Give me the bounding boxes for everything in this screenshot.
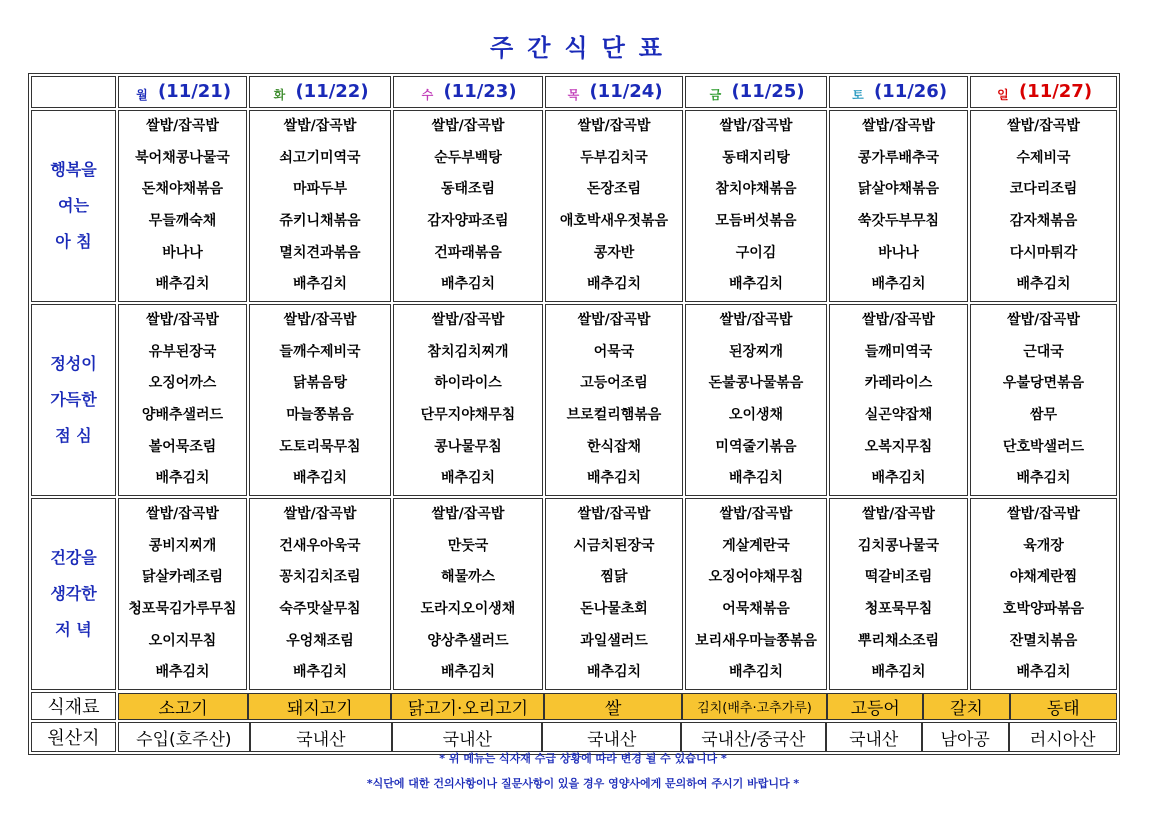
menu-cell — [545, 304, 683, 496]
dish-item: 쌀밥/잡곡밥 — [1007, 312, 1080, 329]
dish-item: 북어채콩나물국 — [135, 149, 230, 166]
dish-item: 쌀밥/잡곡밥 — [283, 312, 357, 329]
dish-item: 게살계란국 — [722, 537, 790, 554]
dish-item: 배추김치 — [155, 664, 210, 681]
dish-item: 쌀밥/잡곡밥 — [862, 506, 935, 523]
dish-item: 오징어까스 — [148, 375, 217, 392]
dish-item: 다시마튀각 — [1009, 244, 1078, 261]
dish-item: 쌀밥/잡곡밥 — [146, 312, 219, 329]
menu-cell — [249, 304, 391, 496]
dish-item: 배추김치 — [586, 470, 642, 487]
dish-item: 애호박새우젓볶음 — [559, 213, 669, 229]
dish-item: 브로컬리햄볶음 — [566, 407, 662, 423]
menu-cell — [118, 304, 247, 496]
day-label: (11/24) — [589, 81, 663, 102]
dish-item: 순두부백탕 — [434, 149, 502, 166]
dish-item: 배추김치 — [440, 276, 496, 293]
ingredient-cell: 갈치 — [923, 693, 1009, 720]
dish-item: 실곤약잡채 — [864, 407, 933, 423]
dish-item: 배추김치 — [440, 664, 496, 681]
dish-item: 쌀밥/잡곡밥 — [146, 506, 219, 523]
menu-cell — [970, 110, 1117, 302]
dish-item: 쌀밥/잡곡밥 — [577, 118, 651, 135]
dish-item: 배추김치 — [871, 470, 926, 487]
note-inquiry: *식단에 대한 건의사항이나 질문사항이 있을 경우 영양사에게 문의하여 주시기 바랍니다 * — [366, 777, 800, 790]
menu-cell — [829, 304, 968, 496]
dish-item: 모듬버섯볶음 — [715, 213, 797, 229]
menu-cell — [393, 110, 543, 302]
dish-item: 어묵채볶음 — [722, 601, 790, 617]
day-header — [249, 76, 391, 108]
dish-item: 들깨수제비국 — [279, 343, 361, 360]
dish-item: 쌈무 — [1029, 407, 1058, 423]
dish-item: 동태지리탕 — [722, 149, 790, 166]
menu-cell — [545, 498, 683, 690]
dish-item: 배추김치 — [1016, 276, 1071, 293]
dish-item: 호박양파볶음 — [1002, 601, 1085, 617]
dish-item: 건파래볶음 — [434, 244, 502, 261]
dish-item: 돈불콩나물볶음 — [708, 375, 804, 392]
dish-item: 배추김치 — [728, 276, 784, 293]
ingredient-cell: 닭고기·오리고기 — [391, 693, 544, 720]
day-label: (11/25) — [731, 81, 805, 102]
ingredient-cell: 김치(배추·고추가루) — [682, 693, 827, 720]
dish-item: 코다리조림 — [1009, 181, 1078, 198]
day-label: (11/26) — [873, 81, 948, 102]
dish-item: 도토리묵무침 — [279, 438, 361, 455]
dish-item: 볼어묵조림 — [148, 438, 217, 455]
dish-item: 참치야채볶음 — [715, 181, 797, 198]
origin-cell: 국내산 — [392, 722, 542, 752]
dish-item: 하이라이스 — [434, 375, 502, 392]
dish-item: 찜닭 — [600, 569, 628, 586]
dish-item: 오이지무침 — [148, 632, 217, 649]
dish-item: 쑥갓두부무침 — [857, 213, 940, 229]
day-icon: 화 — [273, 88, 286, 102]
dish-item: 청포묵무침 — [864, 601, 933, 617]
origin-cell: 러시아산 — [1009, 722, 1118, 752]
dish-item: 오이생채 — [728, 407, 784, 423]
dish-item: 쌀밥/잡곡밥 — [719, 118, 793, 135]
dish-item: 쥬키니채볶음 — [279, 213, 361, 229]
dish-item: 배추김치 — [292, 664, 348, 681]
dish-item: 쌀밥/잡곡밥 — [431, 312, 505, 329]
menu-cell — [393, 304, 543, 496]
dish-item: 김치콩나물국 — [857, 537, 940, 554]
dish-item: 한식잡채 — [586, 438, 642, 455]
dish-item: 꽁치김치조림 — [279, 569, 361, 586]
dish-item: 쇠고기미역국 — [279, 149, 361, 166]
day-label: (11/23) — [443, 81, 517, 102]
menu-cell — [685, 498, 827, 690]
day-icon: 수 — [421, 88, 434, 102]
dish-item: 쌀밥/잡곡밥 — [146, 118, 219, 135]
ingredients-label: 식재료 — [31, 692, 116, 720]
dish-item: 닭살야채볶음 — [857, 181, 940, 198]
dish-item: 쌀밥/잡곡밥 — [862, 118, 935, 135]
meal-label — [31, 498, 116, 690]
dish-item: 숙주맛살무침 — [279, 601, 361, 617]
day-header — [545, 76, 683, 108]
meal-label — [31, 304, 116, 496]
day-icon: 월 — [136, 88, 148, 102]
menu-cell — [829, 498, 968, 690]
menu-cell — [970, 498, 1117, 690]
dish-item: 단무지야채무침 — [420, 407, 516, 423]
day-label: (11/27) — [1018, 81, 1093, 102]
day-header — [829, 76, 968, 108]
day-icon: 토 — [852, 88, 864, 102]
ingredient-cell: 돼지고기 — [248, 693, 391, 720]
dish-item: 콩자반 — [593, 244, 635, 261]
dish-item: 건새우아욱국 — [279, 537, 361, 554]
dish-item: 뿌리채소조림 — [857, 632, 940, 649]
origin-cell: 국내산/중국산 — [681, 722, 826, 752]
dish-item: 구이김 — [735, 244, 777, 261]
dish-item: 우엉채조림 — [286, 632, 354, 649]
origin-cell: 국내산 — [542, 722, 681, 752]
ingredient-cell: 소고기 — [118, 693, 248, 720]
dish-item: 고등어조림 — [580, 375, 648, 392]
meal-label-line: 아 침 — [55, 232, 92, 251]
day-header — [685, 76, 827, 108]
corner-cell — [31, 76, 116, 108]
dish-item: 과일샐러드 — [580, 632, 648, 649]
dish-item: 동태조림 — [440, 181, 496, 198]
dish-item: 콩나물무침 — [434, 438, 502, 455]
menu-cell — [249, 498, 391, 690]
dish-item: 바나나 — [162, 244, 203, 261]
meal-label — [31, 110, 116, 302]
dish-item: 멸치견과볶음 — [279, 244, 361, 261]
dish-item: 무들깨숙채 — [148, 213, 217, 229]
dish-item: 해물까스 — [440, 569, 496, 586]
dish-item: 배추김치 — [1016, 664, 1071, 681]
menu-cell — [118, 110, 247, 302]
dish-item: 육개장 — [1023, 537, 1064, 554]
dish-item: 배추김치 — [586, 664, 642, 681]
menu-cell — [685, 304, 827, 496]
dish-item: 배추김치 — [586, 276, 642, 293]
dish-item: 감자양파조림 — [427, 213, 509, 229]
meal-label-line: 생각한 — [50, 584, 97, 603]
origin-label: 원산지 — [31, 722, 116, 752]
dish-item: 돈장조림 — [586, 181, 642, 198]
dish-item: 쌀밥/잡곡밥 — [1007, 118, 1080, 135]
dish-item: 단호박샐러드 — [1002, 438, 1085, 455]
dish-item: 잔멸치볶음 — [1009, 632, 1078, 649]
day-header — [393, 76, 543, 108]
dish-item: 배추김치 — [440, 470, 496, 487]
dish-item: 오복지무침 — [864, 438, 933, 455]
day-header — [970, 76, 1117, 108]
origin-cell: 국내산 — [826, 722, 922, 752]
dish-item: 근대국 — [1023, 343, 1064, 360]
dish-item: 양상추샐러드 — [427, 632, 509, 649]
dish-item: 돈채야채볶음 — [141, 181, 224, 198]
day-label: (11/21) — [157, 81, 232, 102]
dish-item: 바나나 — [878, 244, 919, 261]
dish-item: 미역줄기볶음 — [715, 438, 797, 455]
dish-item: 만둣국 — [447, 537, 489, 554]
dish-item: 쌀밥/잡곡밥 — [431, 118, 505, 135]
dish-item: 배추김치 — [871, 664, 926, 681]
dish-item: 배추김치 — [728, 470, 784, 487]
dish-item: 배추김치 — [155, 470, 210, 487]
dish-item: 쌀밥/잡곡밥 — [719, 312, 793, 329]
menu-cell — [970, 304, 1117, 496]
dish-item: 배추김치 — [292, 276, 348, 293]
menu-cell — [545, 110, 683, 302]
dish-item: 수제비국 — [1016, 149, 1071, 166]
dish-item: 들깨미역국 — [864, 343, 933, 360]
dish-item: 쌀밥/잡곡밥 — [719, 506, 793, 523]
note-menu-change: * 위 메뉴는 식자재 수급 상황에 따라 변경 될 수 있습니다 * — [439, 752, 727, 765]
dish-item: 쌀밥/잡곡밥 — [577, 312, 651, 329]
day-icon: 금 — [709, 88, 722, 102]
dish-item: 배추김치 — [1016, 470, 1071, 487]
menu-cell — [829, 110, 968, 302]
dish-item: 콩비지찌개 — [148, 537, 217, 554]
dish-item: 돈나물초회 — [580, 601, 648, 617]
dish-item: 도라지오이생채 — [420, 601, 516, 617]
dish-item: 유부된장국 — [148, 343, 217, 360]
dish-item: 쌀밥/잡곡밥 — [862, 312, 935, 329]
dish-item: 콩가루배추국 — [857, 149, 940, 166]
dish-item: 참치김치찌개 — [427, 343, 509, 360]
dish-item: 보리새우마늘쫑볶음 — [695, 632, 817, 649]
origin-cell: 국내산 — [250, 722, 393, 752]
meal-label-line: 행복을 — [50, 160, 97, 179]
dish-item: 어묵국 — [593, 343, 635, 360]
dish-item: 오징어야채무침 — [708, 569, 804, 586]
meal-label-line: 점 심 — [55, 426, 92, 445]
dish-item: 감자채볶음 — [1009, 213, 1078, 229]
meal-label-line: 정성이 — [50, 354, 97, 373]
dish-item: 마파두부 — [292, 181, 348, 198]
dish-item: 쌀밥/잡곡밥 — [431, 506, 505, 523]
dish-item: 양배추샐러드 — [141, 407, 224, 423]
dish-item: 마늘쫑볶음 — [286, 407, 354, 423]
menu-cell — [393, 498, 543, 690]
day-label: (11/22) — [295, 81, 369, 102]
day-icon: 일 — [997, 88, 1009, 102]
dish-item: 떡갈비조림 — [864, 569, 933, 586]
origin-cell: 남아공 — [922, 722, 1009, 752]
dish-item: 배추김치 — [292, 470, 348, 487]
dish-item: 우불당면볶음 — [1002, 375, 1085, 392]
dish-item: 배추김치 — [155, 276, 210, 293]
dish-item: 야채계란찜 — [1009, 569, 1078, 586]
meal-label-line: 여는 — [58, 196, 89, 215]
origin-cell: 수입(호주산) — [118, 722, 250, 752]
dish-item: 청포묵김가루무침 — [128, 601, 237, 617]
dish-item: 배추김치 — [871, 276, 926, 293]
ingredient-cell: 고등어 — [827, 693, 923, 720]
dish-item: 쌀밥/잡곡밥 — [283, 506, 357, 523]
dish-item: 닭볶음탕 — [292, 375, 348, 392]
dish-item: 닭살카레조림 — [141, 569, 224, 586]
meal-label-line: 건강을 — [50, 548, 97, 567]
dish-item: 쌀밥/잡곡밥 — [577, 506, 651, 523]
ingredient-cell: 쌀 — [544, 693, 682, 720]
menu-cell — [249, 110, 391, 302]
page-title: 주간식단표 — [490, 34, 676, 62]
dish-item: 시금치된장국 — [573, 537, 655, 554]
day-icon: 목 — [567, 88, 580, 102]
ingredient-cell: 동태 — [1010, 693, 1117, 720]
menu-cell — [685, 110, 827, 302]
day-header — [118, 76, 247, 108]
dish-item: 두부김치국 — [580, 149, 648, 166]
weekly-menu-table — [28, 73, 1120, 755]
dish-item: 된장찌개 — [728, 343, 784, 360]
meal-label-line: 가득한 — [50, 390, 97, 409]
meal-label-line: 저 녁 — [55, 620, 92, 639]
dish-item: 쌀밥/잡곡밥 — [283, 118, 357, 135]
dish-item: 배추김치 — [728, 664, 784, 681]
dish-item: 카레라이스 — [864, 375, 933, 392]
menu-cell — [118, 498, 247, 690]
dish-item: 쌀밥/잡곡밥 — [1007, 506, 1080, 523]
